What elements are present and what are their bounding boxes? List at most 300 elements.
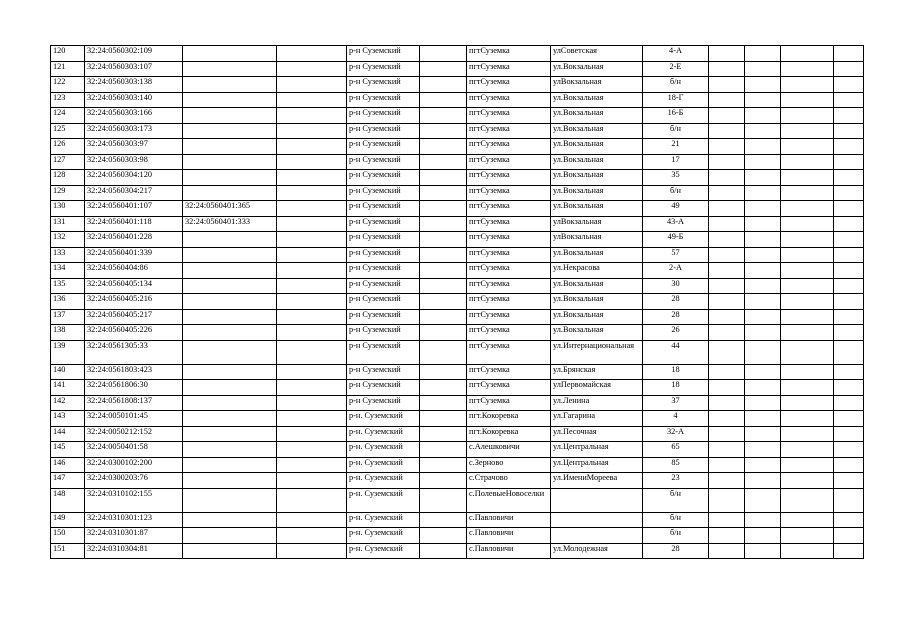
empty-cell (781, 185, 834, 201)
table-row (51, 442, 864, 458)
linked-cadastral-number-cell (183, 77, 277, 93)
table-row (51, 216, 864, 232)
table-row (51, 247, 864, 263)
linked-cadastral-number-cell (183, 61, 277, 77)
row-number-cell: 120 (51, 46, 85, 62)
empty-cell (745, 488, 781, 512)
district-cell: р-н Суземский (347, 294, 420, 310)
empty-cell (781, 247, 834, 263)
settlement-cell: пгтСуземка (467, 46, 551, 62)
house-number-cell: 85 (643, 457, 709, 473)
empty-cell (420, 278, 467, 294)
empty-cell (781, 411, 834, 427)
settlement-cell: пгтСуземка (467, 232, 551, 248)
empty-cell (834, 512, 864, 528)
settlement-cell: пгтСуземка (467, 216, 551, 232)
cadastral-number-cell: 32:24:0560303:107 (85, 61, 183, 77)
empty-cell (834, 46, 864, 62)
empty-cell (709, 46, 745, 62)
empty-cell (277, 170, 347, 186)
empty-cell (420, 123, 467, 139)
empty-cell (781, 46, 834, 62)
linked-cadastral-number-cell (183, 170, 277, 186)
street-cell (551, 528, 643, 544)
empty-cell (781, 77, 834, 93)
empty-cell (420, 473, 467, 489)
house-number-cell: б/н (643, 77, 709, 93)
district-cell: р-н Суземский (347, 139, 420, 155)
street-cell: улПервомайская (551, 380, 643, 396)
empty-cell (277, 457, 347, 473)
settlement-cell: пгтСуземка (467, 77, 551, 93)
empty-cell (745, 278, 781, 294)
district-cell: р-н Суземский (347, 61, 420, 77)
street-cell: ул.Вокзальная (551, 123, 643, 139)
empty-cell (781, 457, 834, 473)
empty-cell (420, 340, 467, 364)
house-number-cell: б/н (643, 488, 709, 512)
empty-cell (781, 488, 834, 512)
empty-cell (834, 309, 864, 325)
settlement-cell: пгтСуземка (467, 185, 551, 201)
table-row (51, 426, 864, 442)
empty-cell (709, 278, 745, 294)
cadastral-number-cell: 32:24:0310102:155 (85, 488, 183, 512)
district-cell: р-н Суземский (347, 46, 420, 62)
empty-cell (745, 108, 781, 124)
empty-cell (420, 380, 467, 396)
district-cell: р-н Суземский (347, 309, 420, 325)
empty-cell (420, 395, 467, 411)
empty-cell (781, 92, 834, 108)
empty-cell (781, 543, 834, 559)
house-number-cell: б/н (643, 185, 709, 201)
linked-cadastral-number-cell (183, 139, 277, 155)
settlement-cell: с.Павловичи (467, 543, 551, 559)
street-cell: ул.Молодежная (551, 543, 643, 559)
house-number-cell: 43-А (643, 216, 709, 232)
row-number-cell: 133 (51, 247, 85, 263)
street-cell: ул.Вокзальная (551, 278, 643, 294)
table-row (51, 528, 864, 544)
table-row (51, 201, 864, 217)
empty-cell (745, 263, 781, 279)
empty-cell (781, 426, 834, 442)
street-cell: ул.Вокзальная (551, 139, 643, 155)
empty-cell (745, 512, 781, 528)
settlement-cell: пгтСуземка (467, 108, 551, 124)
cadastral-number-cell: 32:24:0560405:226 (85, 325, 183, 341)
empty-cell (781, 309, 834, 325)
street-cell: ул.Центральная (551, 442, 643, 458)
empty-cell (277, 543, 347, 559)
linked-cadastral-number-cell (183, 512, 277, 528)
cadastral-number-cell: 32:24:0560401:118 (85, 216, 183, 232)
empty-cell (277, 309, 347, 325)
empty-cell (277, 294, 347, 310)
table-row (51, 512, 864, 528)
table-body (51, 46, 864, 559)
empty-cell (420, 77, 467, 93)
street-cell: ул.ИмениМореева (551, 473, 643, 489)
district-cell: р-н Суземский (347, 123, 420, 139)
empty-cell (709, 108, 745, 124)
empty-cell (834, 263, 864, 279)
linked-cadastral-number-cell (183, 92, 277, 108)
house-number-cell: 23 (643, 473, 709, 489)
house-number-cell: б/н (643, 123, 709, 139)
linked-cadastral-number-cell (183, 325, 277, 341)
empty-cell (277, 528, 347, 544)
district-cell: р-н Суземский (347, 340, 420, 364)
empty-cell (834, 411, 864, 427)
row-number-cell: 135 (51, 278, 85, 294)
street-cell (551, 488, 643, 512)
row-number-cell: 151 (51, 543, 85, 559)
row-number-cell: 132 (51, 232, 85, 248)
empty-cell (709, 426, 745, 442)
empty-cell (781, 232, 834, 248)
empty-cell (781, 108, 834, 124)
settlement-cell: пгтСуземка (467, 123, 551, 139)
table-row (51, 380, 864, 396)
cadastral-number-cell: 32:24:0561808:137 (85, 395, 183, 411)
empty-cell (277, 154, 347, 170)
cadastral-number-cell: 32:24:0560304:217 (85, 185, 183, 201)
district-cell: р-н Суземский (347, 364, 420, 380)
empty-cell (745, 457, 781, 473)
empty-cell (420, 46, 467, 62)
settlement-cell: с.Алешковичи (467, 442, 551, 458)
cadastral-number-cell: 32:24:0560303:138 (85, 77, 183, 93)
empty-cell (420, 216, 467, 232)
street-cell: ул.Ленина (551, 395, 643, 411)
empty-cell (277, 473, 347, 489)
empty-cell (420, 543, 467, 559)
empty-cell (277, 426, 347, 442)
empty-cell (277, 77, 347, 93)
house-number-cell: 32-А (643, 426, 709, 442)
cadastral-number-cell: 32:24:0560303:98 (85, 154, 183, 170)
empty-cell (420, 528, 467, 544)
empty-cell (745, 325, 781, 341)
house-number-cell: б/н (643, 512, 709, 528)
table-row (51, 488, 864, 512)
empty-cell (420, 457, 467, 473)
row-number-cell: 142 (51, 395, 85, 411)
district-cell: р-н. Суземский (347, 528, 420, 544)
empty-cell (420, 247, 467, 263)
empty-cell (834, 364, 864, 380)
empty-cell (834, 426, 864, 442)
empty-cell (834, 170, 864, 186)
empty-cell (781, 201, 834, 217)
linked-cadastral-number-cell (183, 543, 277, 559)
street-cell: улВокзальная (551, 77, 643, 93)
street-cell: ул.Вокзальная (551, 201, 643, 217)
empty-cell (745, 473, 781, 489)
empty-cell (277, 108, 347, 124)
district-cell: р-н Суземский (347, 278, 420, 294)
house-number-cell: 17 (643, 154, 709, 170)
empty-cell (277, 278, 347, 294)
house-number-cell: 21 (643, 139, 709, 155)
district-cell: р-н Суземский (347, 247, 420, 263)
empty-cell (781, 170, 834, 186)
empty-cell (781, 154, 834, 170)
empty-cell (420, 170, 467, 186)
house-number-cell: 4 (643, 411, 709, 427)
street-cell: ул.Вокзальная (551, 294, 643, 310)
empty-cell (709, 457, 745, 473)
settlement-cell: с.Страчово (467, 473, 551, 489)
house-number-cell: 44 (643, 340, 709, 364)
district-cell: р-н Суземский (347, 201, 420, 217)
empty-cell (781, 139, 834, 155)
row-number-cell: 143 (51, 411, 85, 427)
empty-cell (709, 309, 745, 325)
cadastral-number-cell: 32:24:0560303:166 (85, 108, 183, 124)
linked-cadastral-number-cell (183, 263, 277, 279)
empty-cell (709, 139, 745, 155)
empty-cell (834, 473, 864, 489)
table-row (51, 309, 864, 325)
row-number-cell: 128 (51, 170, 85, 186)
empty-cell (420, 232, 467, 248)
empty-cell (745, 247, 781, 263)
table-row (51, 46, 864, 62)
district-cell: р-н Суземский (347, 108, 420, 124)
empty-cell (709, 232, 745, 248)
empty-cell (781, 364, 834, 380)
empty-cell (277, 488, 347, 512)
linked-cadastral-number-cell (183, 411, 277, 427)
property-register-table (50, 45, 864, 559)
settlement-cell: с.Павловичи (467, 528, 551, 544)
empty-cell (834, 395, 864, 411)
empty-cell (709, 340, 745, 364)
empty-cell (420, 442, 467, 458)
empty-cell (709, 294, 745, 310)
street-cell: ул.Вокзальная (551, 108, 643, 124)
cadastral-number-cell: 32:24:0310301:123 (85, 512, 183, 528)
empty-cell (709, 154, 745, 170)
settlement-cell: пгт.Кокоревка (467, 411, 551, 427)
empty-cell (709, 247, 745, 263)
district-cell: р-н Суземский (347, 395, 420, 411)
street-cell: ул.Вокзальная (551, 170, 643, 186)
district-cell: р-н Суземский (347, 92, 420, 108)
empty-cell (745, 442, 781, 458)
empty-cell (277, 442, 347, 458)
empty-cell (420, 364, 467, 380)
district-cell: р-н. Суземский (347, 457, 420, 473)
empty-cell (420, 92, 467, 108)
empty-cell (277, 46, 347, 62)
empty-cell (781, 294, 834, 310)
cadastral-number-cell: 32:24:0560303:173 (85, 123, 183, 139)
empty-cell (420, 309, 467, 325)
empty-cell (709, 185, 745, 201)
street-cell: ул.Некрасова (551, 263, 643, 279)
street-cell: улВокзальная (551, 232, 643, 248)
empty-cell (420, 411, 467, 427)
row-number-cell: 137 (51, 309, 85, 325)
linked-cadastral-number-cell (183, 473, 277, 489)
empty-cell (781, 340, 834, 364)
empty-cell (781, 380, 834, 396)
linked-cadastral-number-cell (183, 278, 277, 294)
empty-cell (781, 263, 834, 279)
district-cell: р-н. Суземский (347, 488, 420, 512)
empty-cell (709, 380, 745, 396)
empty-cell (745, 294, 781, 310)
empty-cell (834, 185, 864, 201)
table-row (51, 154, 864, 170)
empty-cell (709, 512, 745, 528)
table-row (51, 77, 864, 93)
cadastral-number-cell: 32:24:0560303:140 (85, 92, 183, 108)
cadastral-number-cell: 32:24:0560405:217 (85, 309, 183, 325)
empty-cell (709, 411, 745, 427)
empty-cell (420, 185, 467, 201)
empty-cell (834, 139, 864, 155)
cadastral-number-cell: 32:24:0560404:86 (85, 263, 183, 279)
empty-cell (781, 528, 834, 544)
empty-cell (781, 123, 834, 139)
empty-cell (420, 294, 467, 310)
empty-cell (420, 108, 467, 124)
settlement-cell: пгтСуземка (467, 309, 551, 325)
row-number-cell: 125 (51, 123, 85, 139)
row-number-cell: 123 (51, 92, 85, 108)
empty-cell (781, 512, 834, 528)
street-cell: ул.Вокзальная (551, 92, 643, 108)
empty-cell (709, 201, 745, 217)
empty-cell (277, 92, 347, 108)
empty-cell (834, 108, 864, 124)
empty-cell (781, 473, 834, 489)
empty-cell (277, 380, 347, 396)
house-number-cell: 18 (643, 364, 709, 380)
cadastral-number-cell: 32:24:0560405:216 (85, 294, 183, 310)
empty-cell (277, 232, 347, 248)
empty-cell (745, 185, 781, 201)
empty-cell (277, 395, 347, 411)
row-number-cell: 121 (51, 61, 85, 77)
empty-cell (834, 325, 864, 341)
street-cell: ул.Вокзальная (551, 185, 643, 201)
linked-cadastral-number-cell (183, 123, 277, 139)
empty-cell (277, 247, 347, 263)
empty-cell (277, 185, 347, 201)
settlement-cell: пгтСуземка (467, 380, 551, 396)
table-row (51, 263, 864, 279)
linked-cadastral-number-cell: 32:24:0560401:365 (183, 201, 277, 217)
row-number-cell: 141 (51, 380, 85, 396)
empty-cell (834, 340, 864, 364)
empty-cell (745, 77, 781, 93)
empty-cell (834, 61, 864, 77)
street-cell: ул.Вокзальная (551, 247, 643, 263)
table-row (51, 340, 864, 364)
empty-cell (709, 473, 745, 489)
linked-cadastral-number-cell (183, 46, 277, 62)
cadastral-number-cell: 32:24:0310301:87 (85, 528, 183, 544)
cadastral-number-cell: 32:24:0561305:33 (85, 340, 183, 364)
settlement-cell: пгтСуземка (467, 364, 551, 380)
house-number-cell: 26 (643, 325, 709, 341)
linked-cadastral-number-cell (183, 380, 277, 396)
row-number-cell: 150 (51, 528, 85, 544)
linked-cadastral-number-cell (183, 294, 277, 310)
empty-cell (277, 139, 347, 155)
empty-cell (709, 488, 745, 512)
table-row (51, 232, 864, 248)
empty-cell (834, 380, 864, 396)
empty-cell (745, 170, 781, 186)
row-number-cell: 134 (51, 263, 85, 279)
row-number-cell: 148 (51, 488, 85, 512)
house-number-cell: 49-Б (643, 232, 709, 248)
linked-cadastral-number-cell (183, 340, 277, 364)
empty-cell (709, 216, 745, 232)
empty-cell (745, 123, 781, 139)
row-number-cell: 136 (51, 294, 85, 310)
house-number-cell: 30 (643, 278, 709, 294)
empty-cell (781, 395, 834, 411)
empty-cell (834, 294, 864, 310)
district-cell: р-н Суземский (347, 170, 420, 186)
settlement-cell: пгтСуземка (467, 278, 551, 294)
empty-cell (834, 278, 864, 294)
row-number-cell: 131 (51, 216, 85, 232)
settlement-cell: пгтСуземка (467, 395, 551, 411)
district-cell: р-н. Суземский (347, 473, 420, 489)
empty-cell (709, 442, 745, 458)
empty-cell (420, 512, 467, 528)
cadastral-number-cell: 32:24:0300203:76 (85, 473, 183, 489)
house-number-cell: 37 (643, 395, 709, 411)
row-number-cell: 147 (51, 473, 85, 489)
house-number-cell: б/н (643, 528, 709, 544)
empty-cell (834, 457, 864, 473)
cadastral-number-cell: 32:24:0300102:200 (85, 457, 183, 473)
house-number-cell: 35 (643, 170, 709, 186)
table-row (51, 364, 864, 380)
street-cell: улВокзальная (551, 216, 643, 232)
empty-cell (745, 411, 781, 427)
linked-cadastral-number-cell (183, 395, 277, 411)
row-number-cell: 149 (51, 512, 85, 528)
empty-cell (277, 61, 347, 77)
empty-cell (709, 123, 745, 139)
empty-cell (420, 488, 467, 512)
settlement-cell: пгтСуземка (467, 170, 551, 186)
row-number-cell: 140 (51, 364, 85, 380)
empty-cell (834, 488, 864, 512)
district-cell: р-н. Суземский (347, 426, 420, 442)
linked-cadastral-number-cell (183, 426, 277, 442)
empty-cell (277, 123, 347, 139)
district-cell: р-н Суземский (347, 325, 420, 341)
empty-cell (745, 426, 781, 442)
house-number-cell: 16-Б (643, 108, 709, 124)
cadastral-number-cell: 32:24:0050401:58 (85, 442, 183, 458)
empty-cell (277, 201, 347, 217)
empty-cell (709, 77, 745, 93)
house-number-cell: 18-Г (643, 92, 709, 108)
